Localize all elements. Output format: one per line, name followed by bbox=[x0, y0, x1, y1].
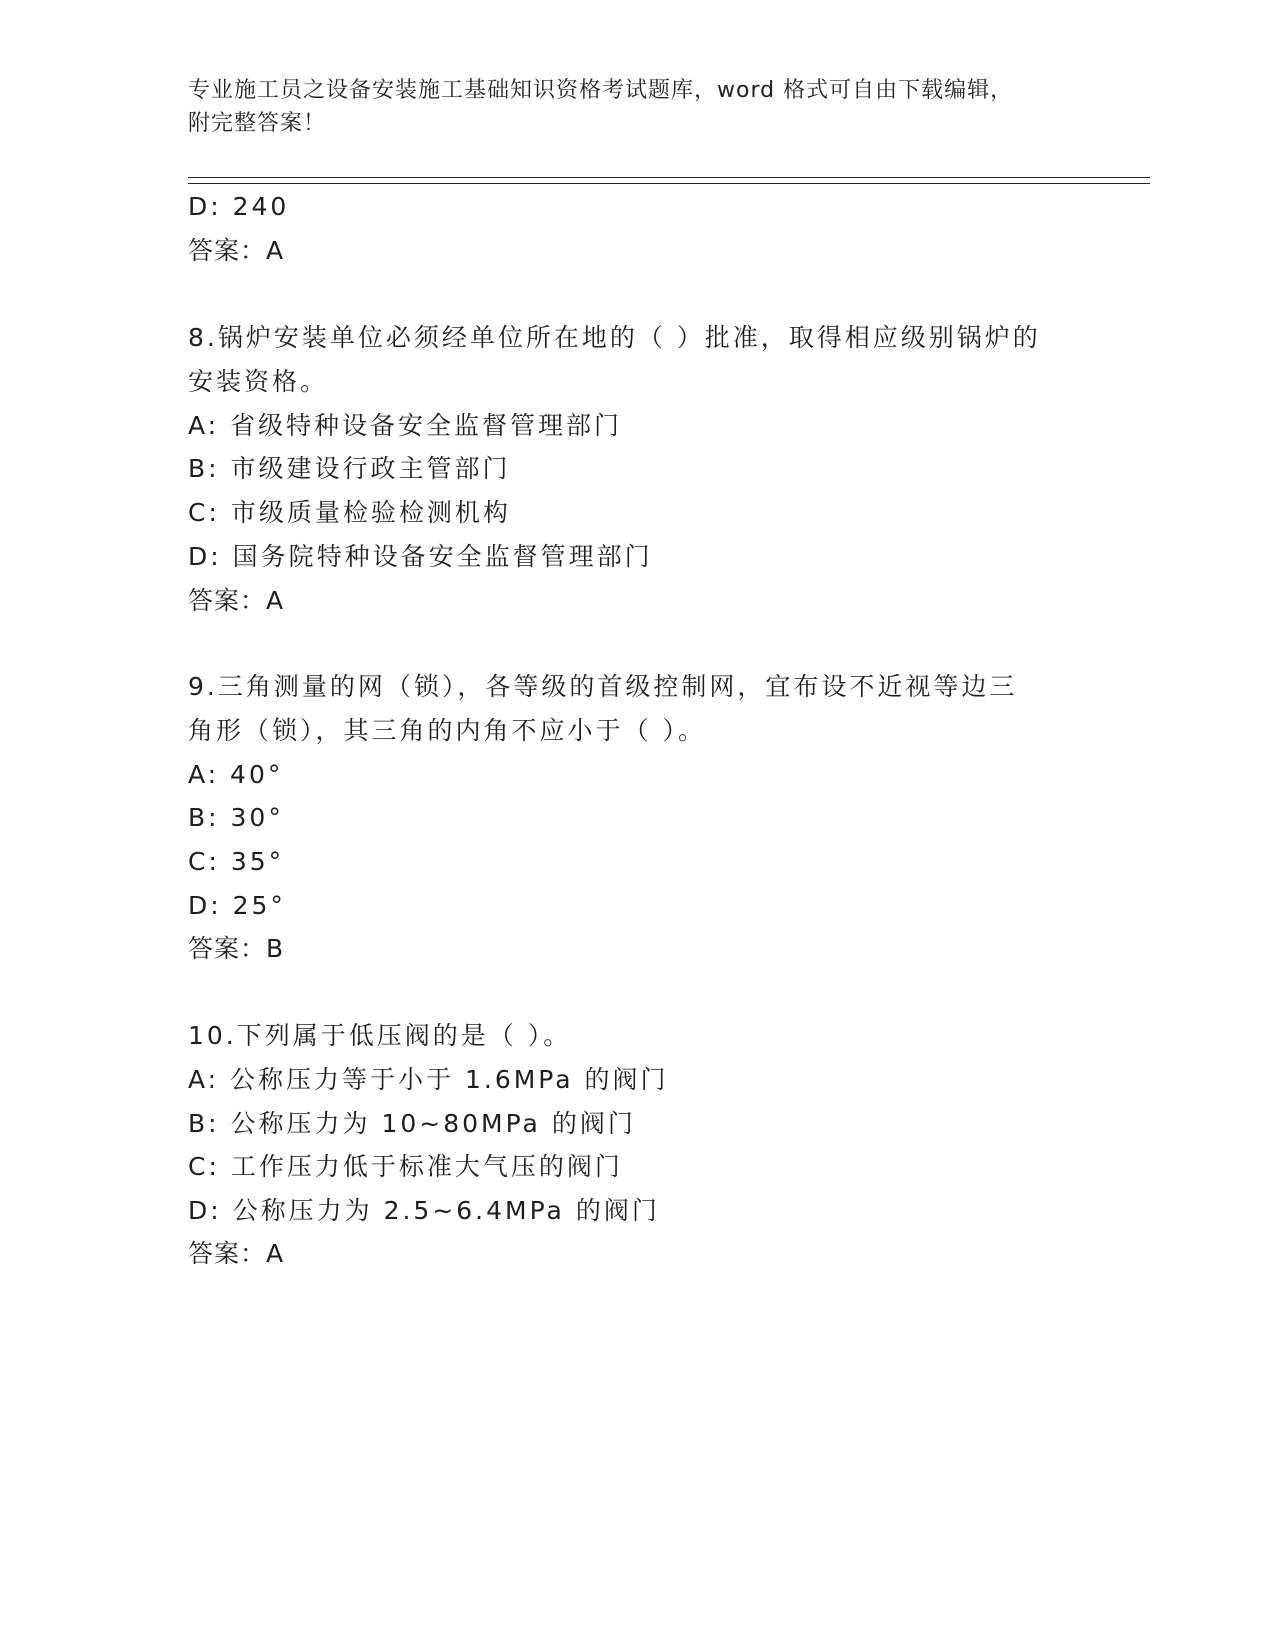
header-divider-top bbox=[188, 177, 1150, 178]
q10-option-d: D: 公称压力为 2.5~6.4MPa 的阀门 bbox=[188, 1196, 660, 1225]
q9-option-b: B: 30° bbox=[188, 803, 284, 832]
q10-option-b: B: 公称压力为 10~80MPa 的阀门 bbox=[188, 1109, 636, 1138]
q9-stem-line-1: 9.三角测量的网（锁），各等级的首级控制网，宜布设不近视等边三 bbox=[188, 672, 1018, 701]
q8-option-a: A: 省级特种设备安全监督管理部门 bbox=[188, 411, 623, 440]
q8-stem-line-1: 8.锅炉安装单位必须经单位所在地的（ ）批准，取得相应级别锅炉的 bbox=[188, 323, 1041, 352]
header-line-1: 专业施工员之设备安装施工基础知识资格考试题库，word 格式可自由下载编辑， bbox=[188, 78, 1014, 103]
q9-option-c: C: 35° bbox=[188, 847, 285, 876]
q8-stem-line-2: 安装资格。 bbox=[188, 367, 329, 396]
header-line-2: 附完整答案！ bbox=[188, 111, 327, 136]
q10-answer: 答案：A bbox=[188, 1239, 285, 1268]
q8-option-b: B: 市级建设行政主管部门 bbox=[188, 454, 511, 483]
q9-stem-line-2: 角形（锁），其三角的内角不应小于（ ）。 bbox=[188, 716, 706, 745]
q7-option-d: D: 240 bbox=[188, 192, 290, 221]
header-divider-bottom bbox=[188, 183, 1150, 184]
q9-answer: 答案：B bbox=[188, 934, 285, 963]
document-header bbox=[188, 74, 1088, 140]
q10-option-a: A: 公称压力等于小于 1.6MPa 的阀门 bbox=[188, 1065, 669, 1094]
q10-option-c: C: 工作压力低于标准大气压的阀门 bbox=[188, 1152, 623, 1181]
q8-option-c: C: 市级质量检验检测机构 bbox=[188, 498, 511, 527]
q7-answer: 答案：A bbox=[188, 236, 285, 265]
q8-option-d: D: 国务院特种设备安全监督管理部门 bbox=[188, 542, 653, 571]
q10-stem-line-1: 10.下列属于低压阀的是（ ）。 bbox=[188, 1021, 572, 1050]
q8-answer: 答案：A bbox=[188, 586, 285, 615]
q9-option-a: A: 40° bbox=[188, 760, 284, 789]
q9-option-d: D: 25° bbox=[188, 891, 286, 920]
